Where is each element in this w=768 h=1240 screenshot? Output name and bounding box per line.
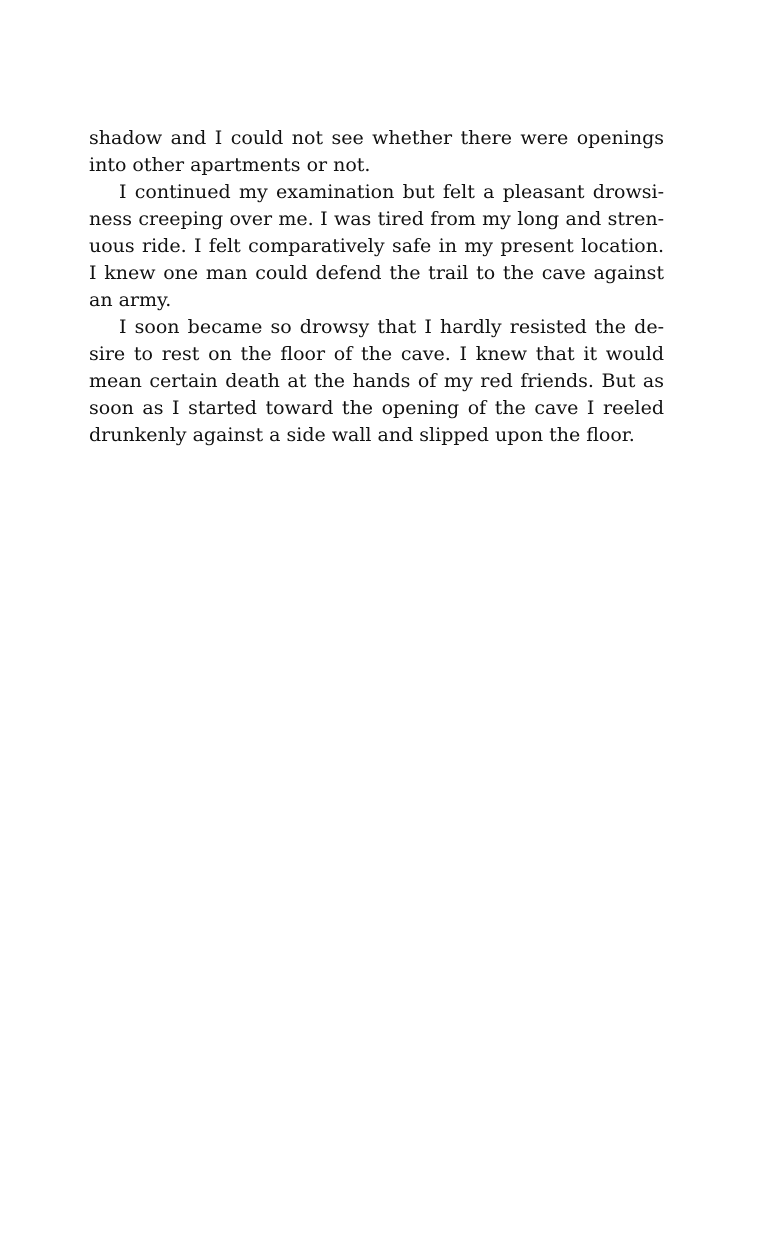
text-line: shadow and I could not see whether there were openings <box>89 127 664 149</box>
text-line: into other apartments or not. <box>89 154 371 176</box>
text-line: I continued my examination but felt a pleasant drowsi- <box>119 181 664 203</box>
text-line: I knew one man could defend the trail to the cave against <box>89 262 664 284</box>
text-line: ness creeping over me. I was tired from my long and stren- <box>89 208 664 230</box>
text-line: an army. <box>89 289 172 311</box>
text-line: sire to rest on the floor of the cave. I knew that it would <box>89 343 664 365</box>
text-line: I soon became so drowsy that I hardly resisted the de- <box>119 316 664 338</box>
paragraph-3 <box>89 314 664 449</box>
text-line: uous ride. I felt comparatively safe in my present location. <box>89 235 664 257</box>
text-line: mean certain death at the hands of my red friends. But as <box>89 370 664 392</box>
text-line: soon as I started toward the opening of the cave I reeled <box>89 397 664 419</box>
text-line: drunkenly against a side wall and slipped upon the floor. <box>89 424 635 446</box>
body-text <box>89 125 664 449</box>
paragraph-2 <box>89 179 664 314</box>
paragraph-1 <box>89 125 664 179</box>
